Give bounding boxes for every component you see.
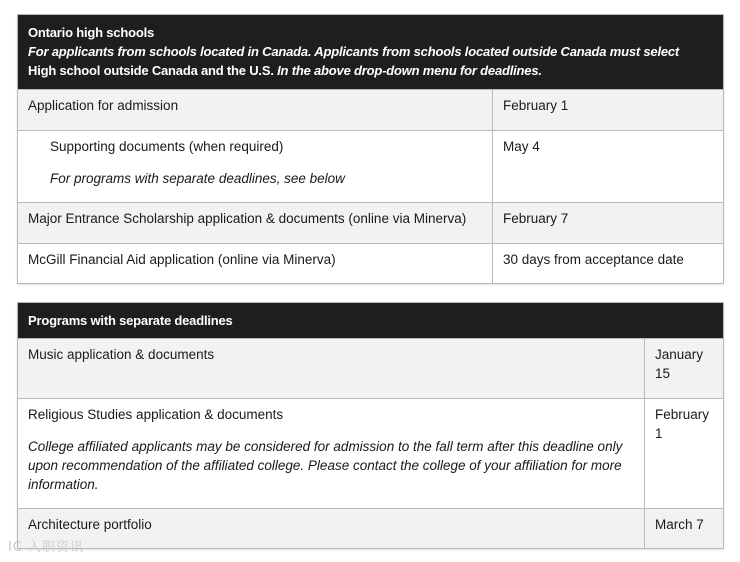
row-label: Architecture portfolio xyxy=(18,509,645,548)
row-label: Music application & documents xyxy=(18,339,645,398)
table-row xyxy=(18,508,723,548)
row-date: February 1 xyxy=(655,407,710,441)
row-date: January 15 xyxy=(655,347,704,381)
row-label: McGill Financial Aid application (online via Minerva) xyxy=(18,244,493,283)
table-row xyxy=(18,338,723,398)
table-row xyxy=(18,130,723,202)
row-label-cell xyxy=(18,399,645,508)
table-header-note xyxy=(28,42,713,80)
table-title: Ontario high schools xyxy=(28,25,155,40)
header-note-link-text: High school outside Canada and the U.S. xyxy=(28,63,274,78)
table-header xyxy=(18,15,723,89)
row-date: February 1 xyxy=(503,98,569,113)
row-date: February 7 xyxy=(503,211,569,226)
row-date: May 4 xyxy=(503,139,540,154)
row-label-cell xyxy=(18,131,493,202)
table-row xyxy=(18,243,723,283)
row-note: College affiliated applicants may be considered for admission to the fall term after this deadline only upon recommendation of the affiliated college. Please contact the college of your affiliation for more information. xyxy=(28,439,623,492)
row-label: Major Entrance Scholarship application & documents (online via Minerva) xyxy=(18,203,493,243)
table-row xyxy=(18,202,723,243)
table-header xyxy=(18,303,723,338)
table-row xyxy=(18,89,723,130)
deadlines-table-programs xyxy=(17,302,724,549)
table-title: Programs with separate deadlines xyxy=(28,313,233,328)
watermark: IC 入职资讯 xyxy=(8,540,85,555)
row-label: Application for admission xyxy=(18,90,493,130)
header-note-part-1: For applicants from schools located in Canada. Applicants from schools located outside Canada must select xyxy=(28,44,680,59)
table-row xyxy=(18,398,723,508)
row-date: March 7 xyxy=(655,517,704,532)
deadlines-table-ontario xyxy=(17,14,724,284)
row-label: Supporting documents (when required) xyxy=(50,139,284,154)
row-date: 30 days from acceptance date xyxy=(503,252,684,267)
header-note-part-2: In the above drop-down menu for deadlines. xyxy=(273,63,542,78)
row-label: Religious Studies application & documents xyxy=(28,407,284,422)
row-note: For programs with separate deadlines, see below xyxy=(50,171,345,186)
